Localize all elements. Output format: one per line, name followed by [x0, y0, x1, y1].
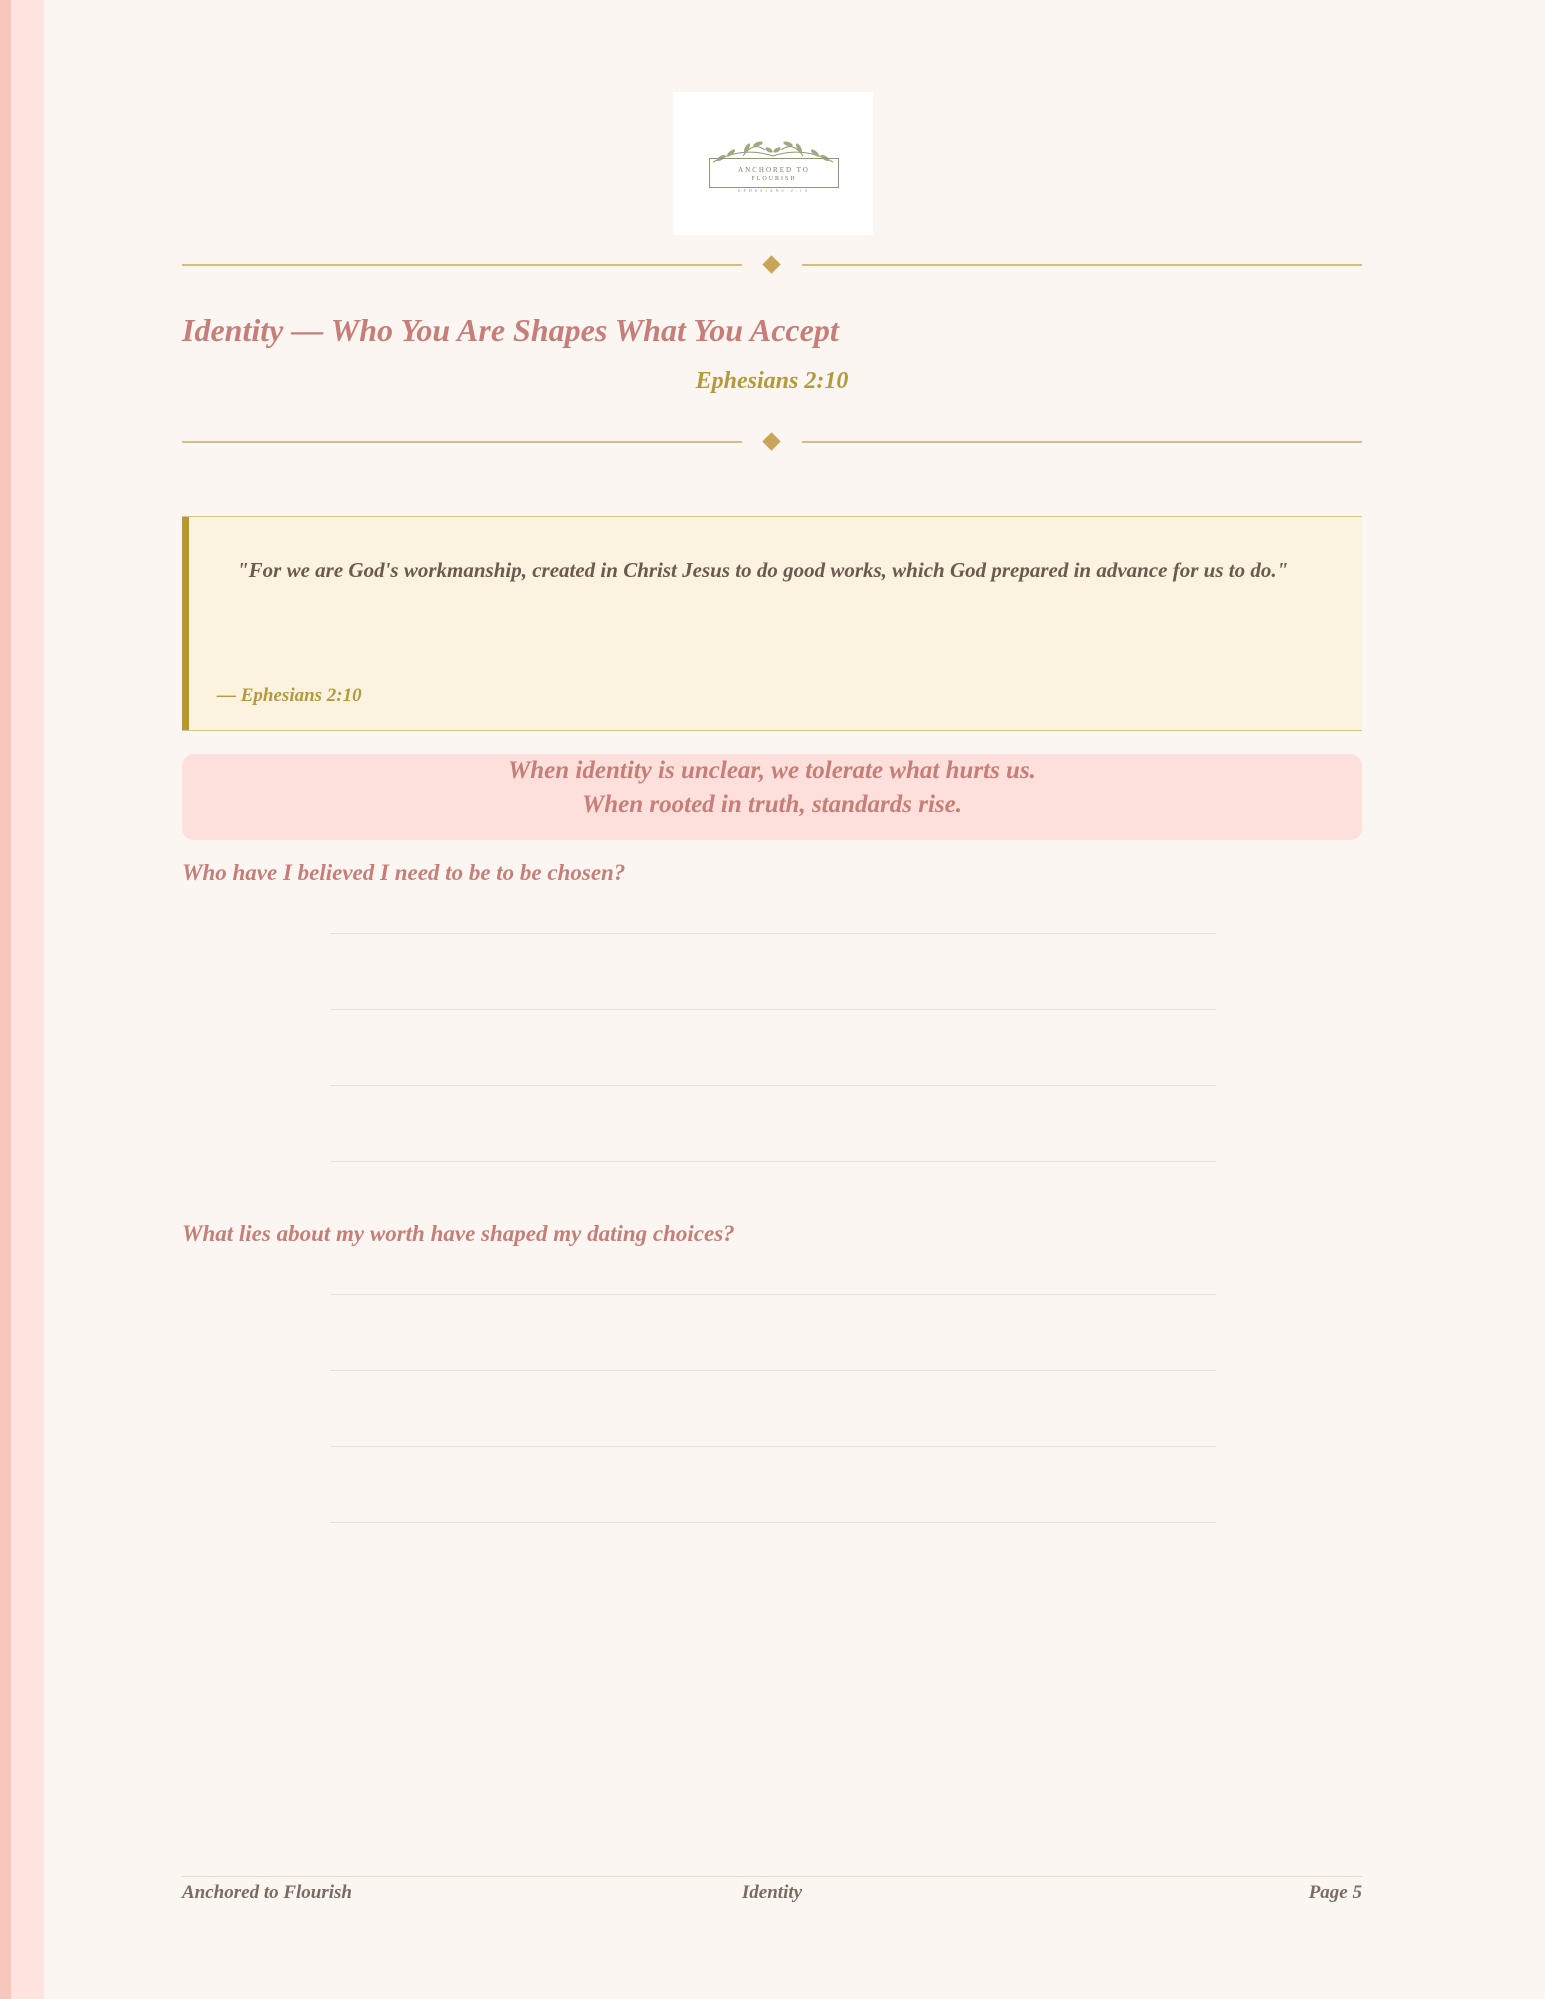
- footer-brand: Anchored to Flourish: [182, 1882, 352, 1903]
- footer-section: Identity: [741, 1882, 803, 1903]
- logo-line1: ANCHORED TO: [738, 166, 810, 174]
- callout-box: [182, 754, 1362, 840]
- writing-line[interactable]: [330, 1085, 1216, 1086]
- writing-line[interactable]: [330, 1370, 1216, 1371]
- page-number: Page 5: [1308, 1882, 1362, 1903]
- diamond-icon: [762, 432, 780, 450]
- page-edge-dark: [0, 0, 11, 1999]
- callout-line: When identity is unclear, we tolerate what hurts us.: [508, 757, 1036, 784]
- writing-line[interactable]: [330, 933, 1216, 934]
- scripture-reference: Ephesians 2:10: [695, 368, 849, 394]
- ornamental-divider-top: [182, 255, 1362, 275]
- page-edge-light: [11, 0, 44, 1999]
- verse-text: "For we are God's workmanship, created in Christ Jesus to do good works, which God prepared in advance for us to do.": [237, 558, 1289, 582]
- verse-accent-bar: [182, 517, 189, 730]
- writing-line[interactable]: [330, 1294, 1216, 1295]
- divider-rule: [802, 264, 1362, 266]
- logo-line2: FLOURISH: [751, 176, 797, 182]
- callout-line: When rooted in truth, standards rise.: [582, 791, 962, 818]
- verse-attribution: — Ephesians 2:10: [217, 685, 362, 706]
- writing-line[interactable]: [330, 1161, 1216, 1162]
- footer-rule: [182, 1876, 1362, 1877]
- writing-line[interactable]: [330, 1009, 1216, 1010]
- divider-rule: [802, 441, 1362, 443]
- verse-block: [182, 516, 1362, 731]
- logo-line3: EPHESIANS 2:10: [738, 188, 810, 193]
- page-title: Identity — Who You Are Shapes What You Accept: [182, 312, 839, 348]
- writing-line[interactable]: [330, 1446, 1216, 1447]
- divider-rule: [182, 264, 742, 266]
- journal-prompt: What lies about my worth have shaped my dating choices?: [182, 1221, 735, 1246]
- ornamental-divider-bottom: [182, 432, 1362, 452]
- logo: [673, 92, 873, 235]
- diamond-icon: [762, 255, 780, 273]
- journal-prompt: Who have I believed I need to be to be chosen?: [182, 860, 626, 885]
- writing-line[interactable]: [330, 1522, 1216, 1523]
- divider-rule: [182, 441, 742, 443]
